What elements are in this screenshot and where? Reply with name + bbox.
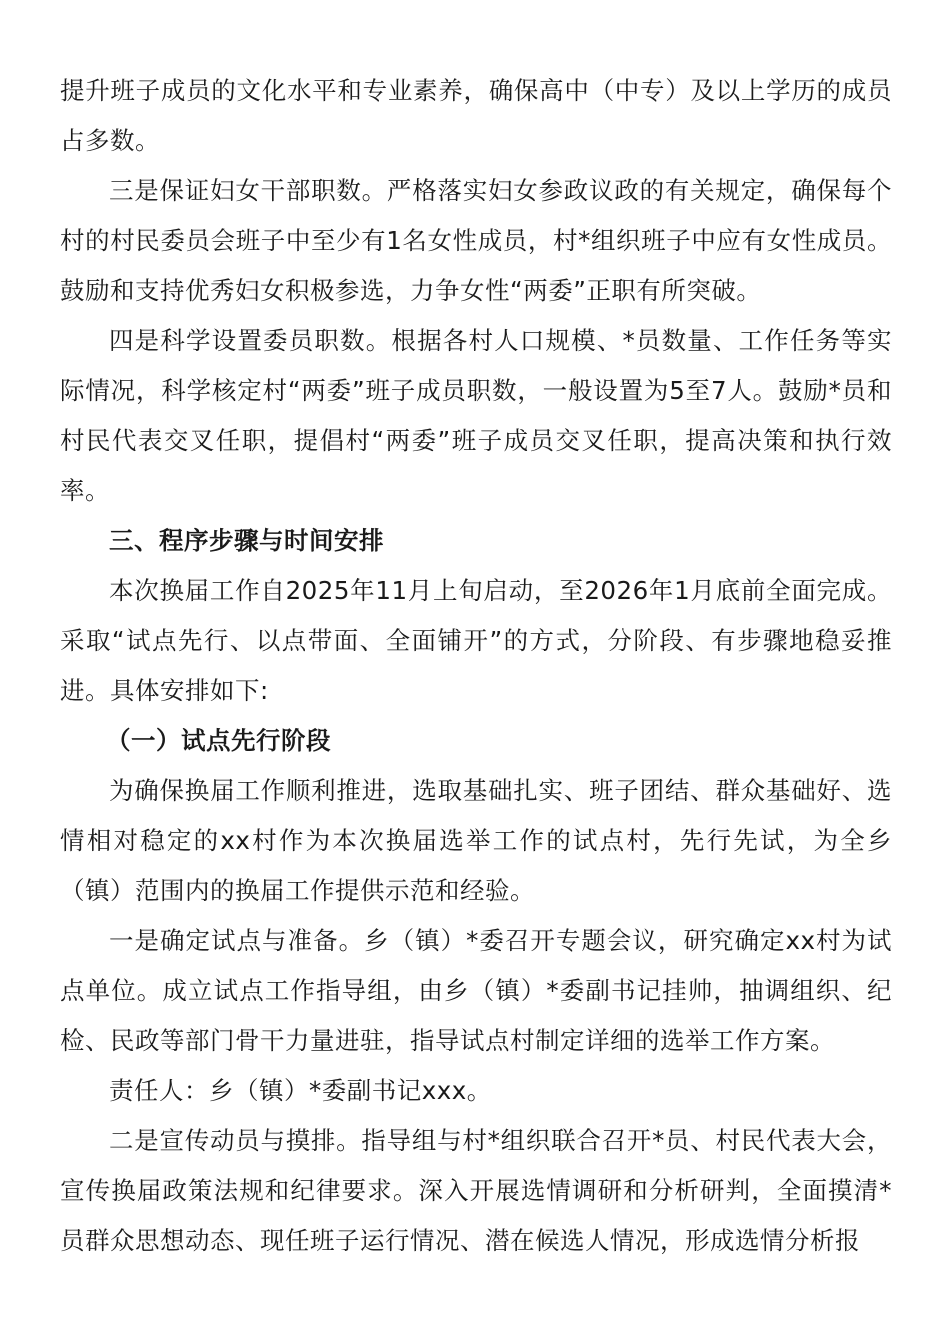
paragraph-committee-size: 四是科学设置委员职数。根据各村人口规模、*员数量、工作任务等实际情况，科学核定村“两委”班子成员职数，一般设置为5至7人。鼓励*员和村民代表交叉任职，提倡村“两委”班子成员交叉任职，提高决策和执行效率。 bbox=[60, 326, 892, 505]
paragraph-responsible-person: 责任人：乡（镇）*委副书记xxx。 bbox=[109, 1076, 492, 1105]
paragraph-pilot-preparation: 一是确定试点与准备。乡（镇）*委召开专题会议，研究确定xx村为试点单位。成立试点工作指导组，由乡（镇）*委副书记挂帅，抽调组织、纪检、民政等部门骨干力量进驻，指导试点村制定详细的选举工作方案。 bbox=[60, 926, 892, 1055]
section-heading: 三、程序步骤与时间安排 bbox=[109, 526, 384, 555]
paragraph-continuation: 提升班子成员的文化水平和专业素养，确保高中（中专）及以上学历的成员占多数。 bbox=[60, 76, 892, 155]
subsection-heading: （一）试点先行阶段 bbox=[106, 726, 331, 755]
paragraph-publicity-mobilization: 二是宣传动员与摸排。指导组与村*组织联合召开*员、村民代表大会，宣传换届政策法规和纪律要求。深入开展选情调研和分析研判，全面摸清*员群众思想动态、现任班子运行情况、潜在候选人情况，形成选情分析报 bbox=[60, 1126, 892, 1255]
paragraph-women-cadres: 三是保证妇女干部职数。严格落实妇女参政议政的有关规定，确保每个村的村民委员会班子中至少有1名女性成员，村*组织班子中应有女性成员。鼓励和支持优秀妇女积极参选，力争女性“两委”正职有所突破。 bbox=[60, 176, 892, 305]
paragraph-schedule: 本次换届工作自2025年11月上旬启动，至2026年1月底前全面完成。采取“试点先行、以点带面、全面铺开”的方式，分阶段、有步骤地稳妥推进。具体安排如下: bbox=[60, 576, 892, 705]
paragraph-pilot-village: 为确保换届工作顺利推进，选取基础扎实、班子团结、群众基础好、选情相对稳定的xx村作为本次换届选举工作的试点村，先行先试，为全乡（镇）范围内的换届工作提供示范和经验。 bbox=[60, 776, 892, 905]
document-body bbox=[60, 66, 892, 1266]
